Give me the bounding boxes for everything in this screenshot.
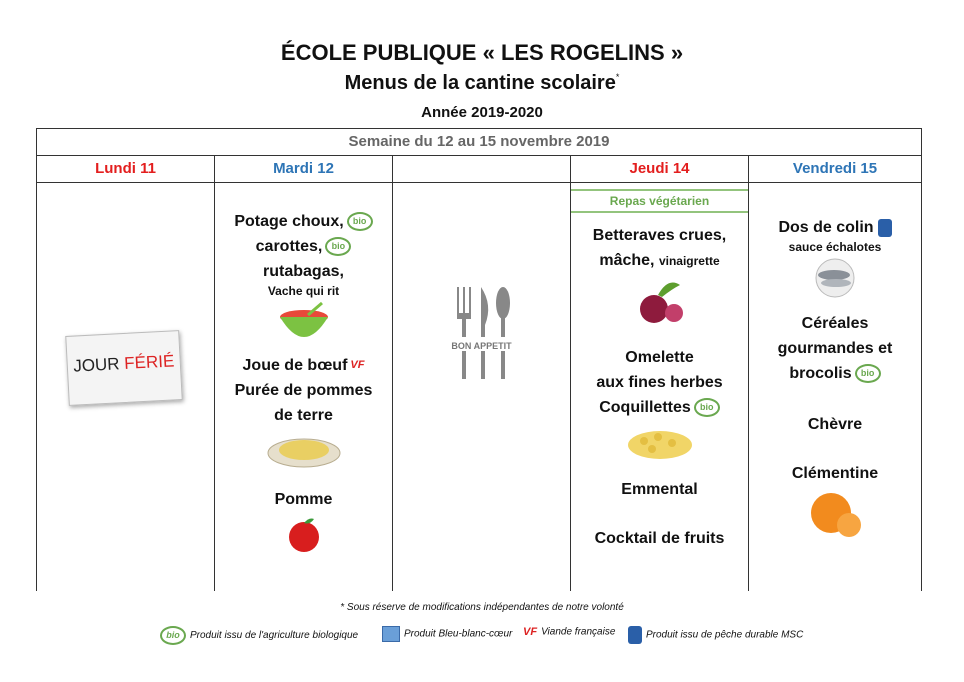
- bon-appetit-text: BON APPETIT: [451, 341, 512, 351]
- day-header-lundi: Lundi 11: [95, 160, 156, 177]
- vegetarian-banner: Repas végétarien: [571, 189, 748, 213]
- menu-table: [36, 128, 922, 591]
- mardi-side-1: Purée de pommes: [234, 382, 373, 400]
- week-label: Semaine du 12 au 15 novembre 2019: [37, 129, 921, 156]
- vendredi-main-note: sauce échalotes: [788, 240, 882, 254]
- jeudi-dessert: Cocktail de fruits: [594, 530, 725, 547]
- vendredi-cheese: Chèvre: [807, 416, 863, 433]
- jeudi-menu: [571, 189, 748, 551]
- pasta-icon: [624, 423, 696, 463]
- day-header-row: [37, 156, 921, 183]
- viande-francaise-icon: [523, 626, 537, 638]
- vendredi-main: [749, 215, 921, 240]
- day-header-vendredi: Vendredi 15: [792, 160, 878, 177]
- subtitle-asterisk: *: [615, 72, 620, 82]
- vendredi-dessert: Clémentine: [791, 465, 879, 482]
- vf-badge: VF: [350, 359, 365, 372]
- menu-line: Joue de bœuf: [242, 357, 348, 374]
- clementine-icon: [805, 489, 865, 541]
- beetroot-icon: [628, 277, 692, 327]
- school-title: ÉCOLE PUBLIQUE « LES ROGELINS »: [280, 40, 684, 65]
- footnote: * Sous réserve de modifications indépendantes de notre volonté: [340, 602, 624, 613]
- vendredi-side-2: gourmandes et: [777, 340, 893, 357]
- legend-text: Produit issu de pêche durable MSC: [646, 629, 804, 641]
- jeudi-starter: Betteraves crues,: [592, 227, 727, 244]
- mardi-menu: [215, 209, 392, 556]
- mardi-main: [215, 353, 392, 378]
- menu-subtitle-text: Menus de la cantine scolaire: [344, 72, 616, 94]
- menu-line: carottes,: [255, 238, 323, 255]
- jour-ferie-text: [67, 351, 180, 377]
- menu-line: Dos de colin: [778, 219, 874, 236]
- jeudi-side: [571, 395, 748, 420]
- jour-ferie-sign: [65, 330, 183, 406]
- legend-msc: [628, 626, 803, 644]
- sign-word-jour: JOUR: [72, 354, 121, 376]
- menu-line: Coquillettes: [599, 399, 691, 416]
- legend-text: Viande française: [541, 626, 616, 638]
- vf-badge: VF: [523, 626, 538, 638]
- mardi-dessert: Pomme: [274, 491, 333, 509]
- vendredi-side-3: [749, 361, 921, 386]
- day-header-mardi: Mardi 12: [273, 160, 334, 177]
- mardi-side-2: de terre: [274, 407, 333, 425]
- mardi-starter-2: [215, 234, 392, 259]
- legend-viande-francaise: [523, 626, 615, 638]
- vendredi-side: Céréales: [801, 315, 869, 332]
- bio-icon: bio: [347, 212, 373, 231]
- msc-icon: [878, 219, 892, 237]
- soup-bowl-icon: [278, 301, 330, 345]
- apple-icon: [285, 515, 323, 553]
- bleu-blanc-coeur-icon: [382, 626, 400, 642]
- menu-line: brocolis: [789, 365, 852, 382]
- school-year: Année 2019-2020: [421, 104, 543, 121]
- legend-bio: [160, 626, 358, 645]
- bio-icon: bio: [325, 237, 351, 256]
- jeudi-starter-note: vinaigrette: [658, 254, 720, 268]
- vendredi-menu: [749, 215, 921, 544]
- fish-plate-icon: [808, 257, 862, 299]
- bio-icon: bio: [855, 364, 881, 383]
- day-header-blank: [393, 156, 570, 182]
- legend-text: Produit Bleu-blanc-cœur: [404, 628, 513, 640]
- cutlery-icon: [447, 285, 517, 385]
- day-header-jeudi: Jeudi 14: [629, 160, 690, 177]
- puree-plate-icon: [266, 431, 342, 471]
- jeudi-main-2: aux fines herbes: [596, 374, 723, 391]
- mardi-starter-3: rutabagas,: [263, 263, 344, 280]
- jeudi-cheese: Emmental: [621, 481, 698, 498]
- legend-text: Produit issu de l'agriculture biologique: [190, 630, 359, 642]
- menu-subtitle: [0, 72, 964, 95]
- mardi-starter: [215, 209, 392, 234]
- legend-bleu-blanc-coeur: [382, 626, 512, 642]
- bon-appetit-logo: [393, 285, 570, 385]
- bio-icon: bio: [160, 626, 186, 645]
- menu-line: Potage choux,: [234, 213, 344, 230]
- jeudi-main: Omelette: [625, 349, 694, 366]
- viande-francaise-icon: [350, 353, 364, 378]
- bio-icon: bio: [694, 398, 720, 417]
- msc-icon: [628, 626, 642, 644]
- mardi-starter-note: Vache qui rit: [267, 284, 340, 298]
- menu-line: mâche,: [599, 252, 655, 269]
- jeudi-starter-2: [571, 248, 748, 274]
- sign-word-ferie: FÉRIÉ: [123, 351, 175, 373]
